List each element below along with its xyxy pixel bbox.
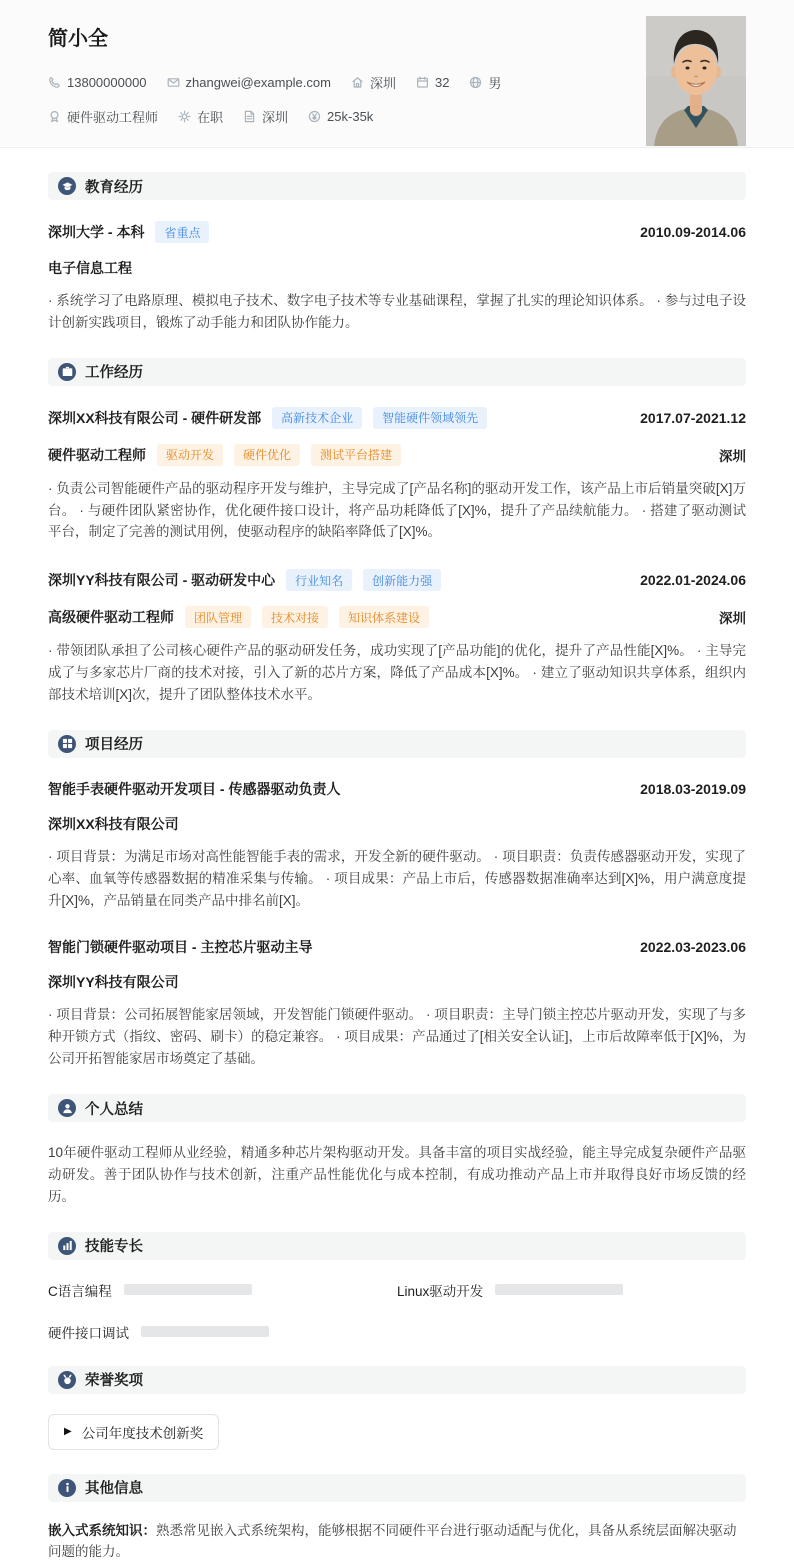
home-icon: [351, 76, 364, 89]
major-name: 电子信息工程: [48, 260, 132, 276]
salary-item: [308, 109, 373, 124]
role-tag: 驱动开发: [157, 444, 223, 466]
education-description: · 系统学习了电路原理、模拟电子技术、数字电子技术等专业基础课程，掌握了扎实的理论知识体系。 · 参与过电子设计创新实践项目，锻炼了动手能力和团队协作能力。: [48, 293, 746, 330]
section-header-education: [48, 172, 746, 200]
status-icon: [178, 110, 191, 123]
school-tag: 省重点: [155, 221, 209, 243]
honors-icon: [58, 1371, 76, 1389]
job-title-value: 硬件驱动工程师: [67, 110, 159, 125]
gender-icon: [469, 76, 482, 89]
age-item: [416, 75, 449, 90]
work-date: 2022.01-2024.06: [640, 572, 746, 589]
skill-bar: [141, 1326, 269, 1337]
section-title: 项目经历: [85, 737, 143, 754]
project-company: 深圳YY科技有限公司: [48, 974, 179, 991]
salary-icon: [308, 110, 321, 123]
job-icon: [48, 110, 61, 123]
project-entry: [48, 779, 746, 912]
skill-bar: [124, 1284, 252, 1295]
section-title: 荣誉奖项: [85, 1373, 143, 1390]
status-item: [178, 107, 223, 126]
skill-name: Linux驱动开发: [397, 1283, 484, 1299]
section-title: 技能专长: [85, 1239, 143, 1256]
section-header-honors: [48, 1366, 746, 1394]
work-icon: [58, 363, 76, 381]
project-description: · 项目背景：公司拓展智能家居领域，开发智能门锁硬件驱动。 · 项目职责：主导门锁主控芯片驱动开发，实现了与多种开锁方式（指纹、密码、刷卡）的稳定兼容。 · 项目成果：产品通过了[相关安全认证]，上市后故障率低于[X]%，为公司开拓智能家居市场奠定了基础。: [48, 1007, 746, 1067]
salary-value: 25k-35k: [327, 109, 374, 124]
skill-item: [48, 1322, 397, 1342]
section-title: 个人总结: [85, 1101, 143, 1118]
section-title: 教育经历: [85, 179, 143, 196]
hometown-value: 深圳: [369, 76, 396, 91]
profile-photo-illustration: [646, 16, 746, 146]
expand-icon: ▶: [64, 1426, 72, 1438]
skill-item: [48, 1280, 397, 1300]
skills-icon: [58, 1237, 76, 1255]
project-description: · 项目背景：为满足市场对高性能智能手表的需求，开发全新的硬件驱动。 · 项目职责：负责传感器驱动开发，实现了心率、血氧等传感器数据的精准采集与传输。 · 项目成果：产品上市后，传感器数据准确率达到[X]%，用户满意度提升[X]%，产品销量在同类产品中排名前[X]。: [48, 848, 746, 908]
work-description: · 负责公司智能硬件产品的驱动程序开发与维护，主导完成了[产品名称]的驱动开发工作，该产品上市后销量突破[X]万台。 · 与硬件团队紧密协作，优化硬件接口设计，将产品功耗降低了[X]%，提升了产品续航能力。 · 搭建了驱动测试平台，制定了完善的测试用例，使驱动程序的缺陷率降低了[X]%。: [48, 480, 746, 540]
info-icon: [58, 1479, 76, 1497]
age-icon: [416, 76, 429, 89]
skill-name: C语言编程: [48, 1283, 112, 1299]
gender-item: [469, 73, 501, 92]
work-location: 深圳: [719, 448, 746, 464]
hometown-item: [351, 73, 396, 92]
skill-name: 硬件接口调试: [48, 1325, 129, 1341]
resume-header: [0, 0, 794, 148]
work-entry: [48, 407, 746, 544]
city-icon: [243, 110, 256, 123]
section-header-projects: [48, 730, 746, 758]
other-info-text: 熟悉常见嵌入式系统架构，能够根据不同硬件平台进行驱动适配与优化，具备从系统层面解决驱动问题的能力。: [48, 1522, 737, 1560]
section-header-summary: [48, 1094, 746, 1122]
education-date: 2010.09-2014.06: [640, 224, 746, 240]
project-name: 智能门锁硬件驱动项目 - 主控芯片驱动主导: [48, 939, 313, 956]
role-tag: 团队管理: [185, 606, 251, 628]
role-name: 高级硬件驱动工程师: [48, 609, 174, 626]
school-name: 深圳大学 - 本科: [48, 224, 145, 240]
company-tag: 创新能力强: [363, 569, 441, 591]
company-tag: 智能硬件领域领先: [373, 407, 487, 429]
resume-body: [0, 172, 794, 1563]
project-entry: [48, 937, 746, 1070]
work-date: 2017.07-2021.12: [640, 409, 746, 426]
section-header-skills: [48, 1232, 746, 1260]
skill-item: [397, 1280, 746, 1300]
section-title: 工作经历: [85, 365, 143, 382]
section-title: 其他信息: [85, 1481, 143, 1498]
phone-value: 13800000000: [67, 75, 147, 90]
role-tag: 硬件优化: [234, 444, 300, 466]
projects-icon: [58, 735, 76, 753]
skills-list: [48, 1280, 746, 1342]
honor-item-button[interactable]: [48, 1414, 219, 1450]
email-value: zhangwei@example.com: [185, 75, 331, 90]
age-value: 32: [434, 75, 450, 90]
job-title-item: [48, 107, 158, 126]
section-header-other: [48, 1474, 746, 1502]
work-city-value: 深圳: [262, 110, 289, 125]
mail-icon: [167, 76, 180, 89]
section-header-work: [48, 358, 746, 386]
company-name: 深圳XX科技有限公司 - 硬件研发部: [48, 409, 262, 426]
honor-item-label: 公司年度技术创新奖: [81, 1425, 204, 1441]
role-tag: 知识体系建设: [339, 606, 429, 628]
education-entry: [48, 221, 746, 334]
role-name: 硬件驱动工程师: [48, 446, 146, 463]
contact-row-1: [48, 73, 746, 92]
role-tag: 测试平台搭建: [311, 444, 401, 466]
status-value: 在职: [197, 110, 224, 125]
email-item: [167, 75, 331, 90]
gender-value: 男: [488, 76, 502, 91]
phone-item: [48, 75, 147, 90]
work-city-item: [243, 107, 288, 126]
work-location: 深圳: [719, 611, 746, 627]
project-date: 2022.03-2023.06: [640, 939, 746, 956]
company-tag: 高新技术企业: [272, 407, 362, 429]
work-description: · 带领团队承担了公司核心硬件产品的驱动研发任务，成功实现了[产品功能]的优化，提升了产品性能[X]%。 · 主导完成了与多家芯片厂商的技术对接，引入了新的芯片方案，降低了产品成本[X]%。 · 建立了驱动知识共享体系，组织内部技术培训[X]次，提升了团队整体技术水平。: [48, 643, 746, 703]
other-info-label: 嵌入式系统知识：: [48, 1522, 156, 1538]
summary-icon: [58, 1099, 76, 1117]
project-date: 2018.03-2019.09: [640, 780, 746, 797]
education-icon: [58, 177, 76, 195]
skill-bar: [495, 1284, 623, 1295]
contact-row-2: [48, 107, 746, 126]
company-tag: 行业知名: [286, 569, 352, 591]
company-name: 深圳YY科技有限公司 - 驱动研发中心: [48, 572, 276, 589]
project-company: 深圳XX科技有限公司: [48, 815, 179, 832]
other-info-line: [48, 1520, 746, 1563]
profile-photo: [646, 16, 746, 146]
project-name: 智能手表硬件驱动开发项目 - 传感器驱动负责人: [48, 780, 341, 797]
work-entry: [48, 569, 746, 706]
summary-text: 10年硬件驱动工程师从业经验，精通多种芯片架构驱动开发。具备丰富的项目实战经验，能主导完成复杂硬件产品驱动研发。善于团队协作与技术创新，注重产品性能优化与成本控制，有成功推动产品上市并取得良好市场反馈的经历。: [48, 1145, 746, 1204]
phone-icon: [48, 76, 61, 89]
role-tag: 技术对接: [262, 606, 328, 628]
candidate-name: 简小全: [48, 28, 108, 50]
